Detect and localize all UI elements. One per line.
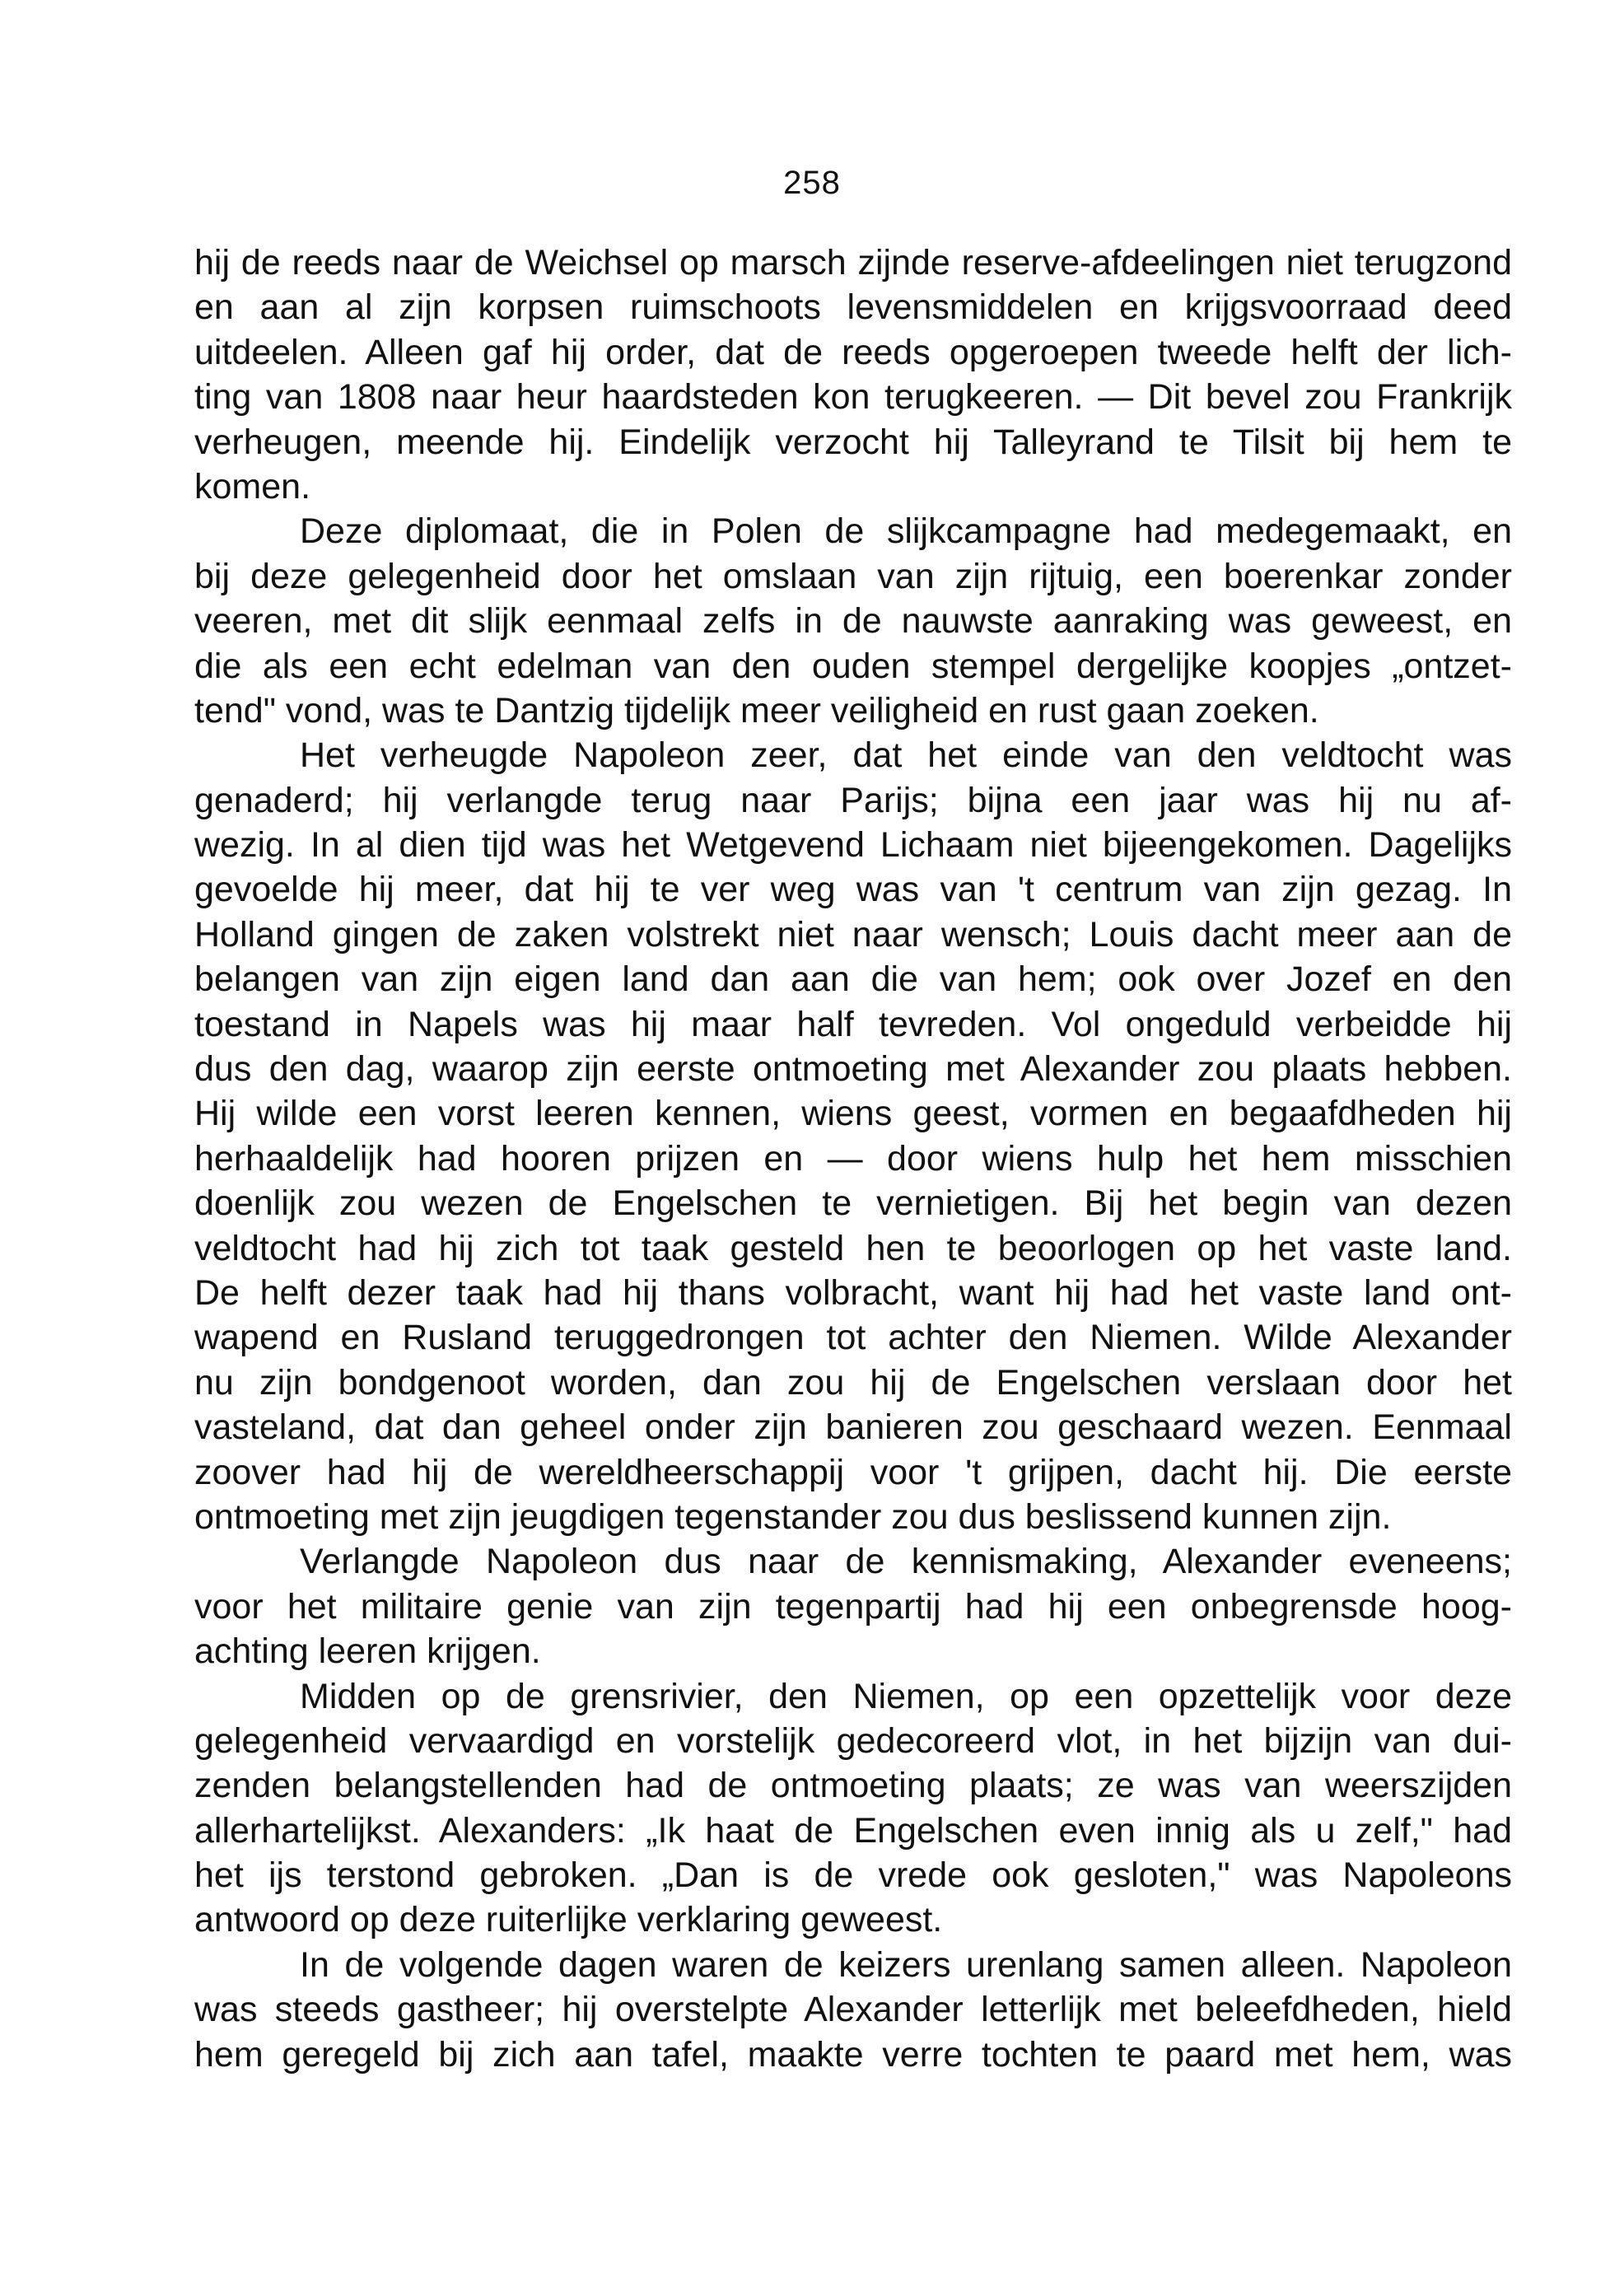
text-line: antwoord op deze ruiterlijke verklaring geweest. — [194, 1900, 943, 1940]
text-line: Holland gingen de zaken volstrekt niet naar wensch; Louis dacht meer aan de — [194, 914, 1512, 954]
text-line: wezig. In al dien tijd was het Wetgevend Lichaam niet bijeengekomen. Dagelijks — [194, 825, 1512, 866]
text-line: was steeds gastheer; hij overstelpte Alexander letterlijk met beleefdheden, hield — [194, 1990, 1512, 2030]
text-line: ting van 1808 naar heur haardsteden kon terugkeeren. — Dit bevel zou Frankrijk — [194, 377, 1512, 418]
text-line: het ijs terstond gebroken. „Dan is de vrede ook gesloten," was Napoleons — [194, 1855, 1512, 1896]
text-line: In de volgende dagen waren de keizers urenlang samen alleen. Napoleon — [300, 1944, 1512, 1985]
text-line: en aan al zijn korpsen ruimschoots levensmiddelen en krijgsvoorraad deed — [194, 287, 1512, 328]
text-line: nu zijn bondgenoot worden, dan zou hij de Engelschen verslaan door het — [194, 1362, 1512, 1403]
text-line: uitdeelen. Alleen gaf hij order, dat de reeds opgeroepen tweede helft der lich- — [194, 332, 1512, 372]
text-line: zenden belangstellenden had de ontmoeting plaats; ze was van weerszijden — [194, 1766, 1512, 1806]
text-line: komen. — [194, 466, 311, 506]
text-line: hem geregeld bij zich aan tafel, maakte verre tochten te paard met hem, was — [194, 2034, 1512, 2075]
text-line: toestand in Napels was hij maar half tevreden. Vol ongeduld verbeidde hij — [194, 1004, 1512, 1044]
text-line: die als een echt edelman van den ouden stempel dergelijke koopjes „ontzet- — [194, 646, 1512, 686]
page-number: 258 — [783, 165, 841, 201]
text-line: dus den dag, waarop zijn eerste ontmoeting met Alexander zou plaats hebben. — [194, 1049, 1512, 1090]
text-line: genaderd; hij verlangde terug naar Parijs; bijna een jaar was hij nu af- — [194, 780, 1512, 820]
text-line: herhaaldelijk had hooren prijzen en — door wiens hulp het hem misschien — [194, 1138, 1512, 1179]
text-line: hij de reeds naar de Weichsel op marsch zijnde reserve-afdeelingen niet terugzond — [194, 243, 1512, 282]
text-line: Deze diplomaat, die in Polen de slijkcampagne had medegemaakt, en — [300, 511, 1512, 552]
text-line: ontmoeting met zijn jeugdigen tegenstander zou dus beslissend kunnen zijn. — [194, 1496, 1392, 1537]
text-line: zoover had hij de wereldheerschappij voor 't grijpen, dacht hij. Die eerste — [194, 1452, 1512, 1492]
text-line: De helft dezer taak had hij thans volbracht, want hij had het vaste land ont- — [194, 1272, 1512, 1313]
body-text — [194, 240, 1512, 2077]
text-line: gelegenheid vervaardigd en vorstelijk gedecoreerd vlot, in het bijzijn van dui- — [194, 1720, 1512, 1761]
text-line: Verlangde Napoleon dus naar de kennismaking, Alexander eveneens; — [300, 1542, 1512, 1582]
text-line: Midden op de grensrivier, den Niemen, op een opzettelijk voor deze — [300, 1676, 1512, 1716]
text-line: veldtocht had hij zich tot taak gesteld hen te beoorlogen op het vaste land. — [194, 1228, 1512, 1268]
text-line: vasteland, dat dan geheel onder zijn banieren zou geschaard wezen. Eenmaal — [194, 1407, 1512, 1448]
text-line: Hij wilde een vorst leeren kennen, wiens geest, vormen en begaafdheden hij — [194, 1094, 1512, 1134]
text-line: tend" vond, was te Dantzig tijdelijk meer veiligheid en rust gaan zoeken. — [194, 690, 1319, 730]
text-line: gevoelde hij meer, dat hij te ver weg was van 't centrum van zijn gezag. In — [194, 870, 1512, 910]
text-line: doenlijk zou wezen de Engelschen te vernietigen. Bij het begin van dezen — [194, 1183, 1512, 1224]
text-line: achting leeren krijgen. — [194, 1631, 541, 1672]
text-line: bij deze gelegenheid door het omslaan van zijn rijtuig, een boerenkar zonder — [194, 556, 1512, 596]
text-line: allerhartelijkst. Alexanders: „Ik haat de Engelschen even innig als u zelf," had — [194, 1810, 1512, 1851]
text-line: belangen van zijn eigen land dan aan die van hem; ook over Jozef en den — [194, 959, 1512, 1000]
text-line: wapend en Rusland teruggedrongen tot achter den Niemen. Wilde Alexander — [194, 1318, 1512, 1358]
text-line: verheugen, meende hij. Eindelijk verzocht hij Talleyrand te Tilsit bij hem te — [194, 422, 1512, 462]
text-line: voor het militaire genie van zijn tegenpartij had hij een onbegrensde hoog- — [194, 1586, 1512, 1627]
text-line: veeren, met dit slijk eenmaal zelfs in de nauwste aanraking was geweest, en — [194, 601, 1512, 642]
text-line: Het verheugde Napoleon zeer, dat het einde van den veldtocht was — [300, 735, 1512, 776]
